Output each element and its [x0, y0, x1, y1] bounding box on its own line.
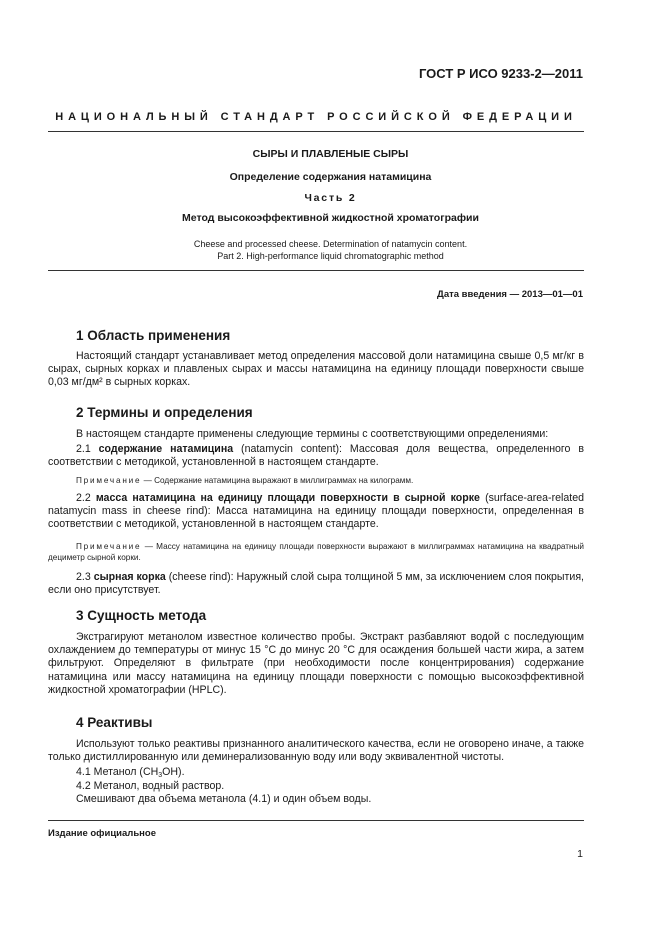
term-2-2-term: масса натамицина на единицу площади поверхности в сырной корке [95, 492, 480, 504]
note-2-2-text: — Массу натамицина на единицу площади поверхности выражают в миллиграммах натамицина на квадратный дециметр сырной корки. [48, 542, 584, 562]
term-2-2-number: 2.2 [76, 492, 91, 504]
page-number: 1 [577, 848, 583, 860]
banner-rule [48, 131, 584, 132]
title-rule [48, 270, 584, 271]
introduction-date: Дата введения — 2013—01—01 [437, 289, 583, 300]
section-2-intro: В настоящем стандарте применены следующие термины с соответствующими определениями: [76, 428, 549, 440]
section-4-body: Используют только реактивы признанного аналитического качества, если не оговорено иначе, а также только дистиллированную или деминерализованную воду или воду эквивалентной чистоты. [48, 738, 584, 764]
title-line-3: Метод высокоэффективной жидкостной хроматографии [182, 212, 479, 224]
title-part: Часть 2 [304, 192, 357, 204]
title-line-2: Определение содержания натамицина [229, 171, 432, 183]
note-label: Примечание [76, 476, 142, 485]
term-2-2-definition: (surface-area-related natamycin mass in cheese rind): Масса натамицина на единицу площади поверхности, определенная в соответствии с методикой, установленной в настоящем стандарте. [48, 492, 584, 531]
note-2-1 [76, 475, 584, 486]
footer-rule [48, 820, 584, 821]
reagent-4-2-detail: Смешивают два объема метанола (4.1) и один объем воды. [76, 793, 372, 805]
reagent-4-2: 4.2 Метанол, водный раствор. [76, 780, 225, 792]
term-2-3-number: 2.3 [76, 571, 91, 583]
standard-banner: НАЦИОНАЛЬНЫЙ СТАНДАРТ РОССИЙСКОЙ ФЕДЕРАЦИИ [55, 111, 577, 123]
section-1-heading: 1 Область применения [76, 328, 231, 343]
document-number: ГОСТ Р ИСО 9233-2—2011 [418, 66, 583, 81]
reagent-4-1-tail: OH). [162, 766, 185, 778]
section-3-heading: 3 Сущность метода [76, 608, 207, 623]
title-english-1: Cheese and processed cheese. Determination of natamycin content. [193, 239, 468, 249]
note-2-1-text: — Содержание натамицина выражают в миллиграммах на килограмм. [143, 476, 414, 485]
edition-label: Издание официальное [48, 828, 156, 839]
term-2-3-definition: (cheese rind): Наружный слой сыра толщиной 5 мм, за исключением слоя покрытия, если оно присутствует. [48, 571, 584, 597]
section-2-heading: 2 Термины и определения [76, 405, 253, 420]
title-english-2: Part 2. High-performance liquid chromatographic method [217, 251, 444, 261]
section-4-heading: 4 Реактивы [76, 715, 153, 730]
note-label: Примечание [76, 542, 142, 551]
section-3-body: Экстрагируют метанолом известное количество пробы. Экстракт разбавляют водой с последующим охлаждением до температуры от минус 15 °С до минус 20 °С для осаждения большей части жира, а затем фильтруют. Определяют в фильтрате (при необходимости после концентрирования) содержание натамицина или массу натамицина на единицу площади поверхности с помощью высокоэффективной жидкостной хроматографии (HPLC). [48, 631, 584, 696]
note-2-2 [48, 541, 584, 563]
term-2-1 [48, 443, 584, 469]
term-2-1-number: 2.1 [76, 443, 91, 455]
term-2-1-definition: (natamycin content): Массовая доля вещества, определенного в соответствии с методикой, установленной в настоящем стандарте. [48, 443, 584, 469]
term-2-1-term: содержание натамицина [98, 443, 234, 455]
term-2-3-term: сырная корка [93, 571, 166, 583]
reagent-4-1-text: 4.1 Метанол (CH [76, 766, 159, 778]
title-line-1: СЫРЫ И ПЛАВЛЕНЫЕ СЫРЫ [252, 148, 409, 160]
section-1-body: Настоящий стандарт устанавливает метод определения массовой доли натамицина свыше 0,5 мг/кг в сырах, сырных корках и плавленых сырах и массы натамицина на единицу площади поверхности свыше 0,03 мг/дм² в сырных корках. [48, 350, 584, 389]
reagent-4-1-subscript: 3 [158, 772, 163, 779]
term-2-2 [48, 492, 584, 532]
term-2-3 [48, 571, 584, 597]
